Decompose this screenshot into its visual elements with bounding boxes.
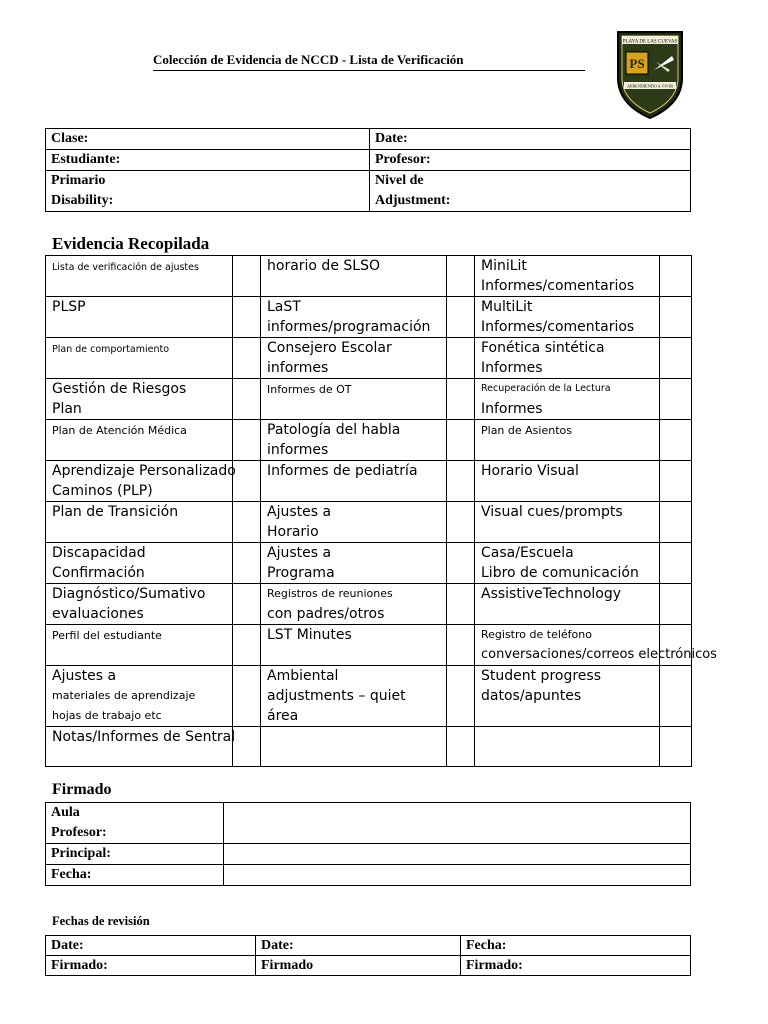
table-row	[46, 543, 692, 584]
evidence-item: Notas/Informes de Sentral	[46, 727, 233, 767]
evidence-item: Consejero Escolar informes	[261, 338, 447, 379]
principal-label: Principal:	[46, 844, 224, 865]
evidence-item: Casa/Escuela Libro de comunicación	[475, 543, 660, 584]
evidence-item: Patología del habla informes	[261, 420, 447, 461]
checkbox-cell[interactable]	[233, 420, 261, 461]
table-row	[46, 502, 692, 543]
checkbox-cell[interactable]	[660, 379, 692, 420]
evidence-item: Recuperación de la Lectura Informes	[475, 379, 660, 420]
evidence-item: Diagnóstico/Sumativo evaluaciones	[46, 584, 233, 625]
class-teacher-label-2: Profesor:	[51, 825, 107, 840]
checkbox-cell[interactable]	[660, 584, 692, 625]
evidence-item: horario de SLSO	[261, 256, 447, 297]
evidence-item: Plan de comportamiento	[46, 338, 233, 379]
checkbox-cell[interactable]	[447, 338, 475, 379]
evidence-item: Lista de verificación de ajustes	[46, 256, 233, 297]
checkbox-cell[interactable]	[660, 256, 692, 297]
empty-cell	[261, 727, 447, 767]
table-row	[46, 256, 692, 297]
evidence-item: MiniLit Informes/comentarios	[475, 256, 660, 297]
evidence-item: MultiLit Informes/comentarios	[475, 297, 660, 338]
evidence-item: Gestión de Riesgos Plan	[46, 379, 233, 420]
evidence-item: Discapacidad Confirmación	[46, 543, 233, 584]
review-signed-field-2[interactable]: Firmado	[256, 956, 461, 976]
primary-disability-label-1: Primario	[51, 173, 106, 188]
checkbox-cell[interactable]	[447, 420, 475, 461]
evidence-item: Informes de OT	[261, 379, 447, 420]
table-row	[46, 666, 692, 727]
logo-top-text: PLAYA DE LAS CUEVAS	[622, 39, 678, 45]
checkbox-cell[interactable]	[447, 379, 475, 420]
document-title: Colección de Evidencia de NCCD - Lista de Verificación	[153, 52, 585, 71]
table-row	[46, 297, 692, 338]
date-field[interactable]: Date:	[370, 129, 691, 150]
adjustment-level-label-1: Nivel de	[375, 173, 424, 188]
checkbox-cell[interactable]	[660, 461, 692, 502]
review-date-field-1[interactable]: Date:	[46, 936, 256, 956]
evidence-item: Perfil del estudiante	[46, 625, 233, 666]
table-row	[46, 461, 692, 502]
student-info-table	[45, 128, 691, 212]
review-date-field-2[interactable]: Date:	[256, 936, 461, 956]
evidence-item: PLSP	[46, 297, 233, 338]
checkbox-cell[interactable]	[233, 543, 261, 584]
checkbox-cell[interactable]	[660, 502, 692, 543]
evidence-item: Aprendizaje Personalizado Caminos (PLP)	[46, 461, 233, 502]
checkbox-cell[interactable]	[447, 256, 475, 297]
table-row	[46, 379, 692, 420]
checkbox-cell[interactable]	[660, 338, 692, 379]
checkbox-cell[interactable]	[660, 297, 692, 338]
signature-date-field[interactable]	[224, 865, 691, 886]
checkbox-cell[interactable]	[233, 727, 261, 767]
empty-cell	[475, 727, 660, 767]
signed-section-title: Firmado	[52, 781, 112, 798]
evidence-item: Ajustes a Horario	[261, 502, 447, 543]
checkbox-cell[interactable]	[233, 338, 261, 379]
date-label: Fecha:	[46, 865, 224, 886]
evidence-item: Ajustes a Programa	[261, 543, 447, 584]
principal-signature-field[interactable]	[224, 844, 691, 865]
evidence-item: Plan de Asientos	[475, 420, 660, 461]
checkbox-cell[interactable]	[233, 584, 261, 625]
evidence-item: AssistiveTechnology	[475, 584, 660, 625]
logo-motto: APRENDIENDO A VIVIR	[627, 83, 673, 89]
checkbox-cell[interactable]	[233, 461, 261, 502]
primary-disability-label-2: Disability:	[51, 193, 114, 208]
review-date-field-3[interactable]: Fecha:	[461, 936, 691, 956]
teacher-field[interactable]: Profesor:	[370, 150, 691, 171]
checkbox-cell[interactable]	[660, 666, 692, 727]
review-signed-field-3[interactable]: Firmado:	[461, 956, 691, 976]
checkbox-cell[interactable]	[233, 625, 261, 666]
evidence-item: Plan de Atención Médica	[46, 420, 233, 461]
evidence-item: Horario Visual	[475, 461, 660, 502]
checkbox-cell[interactable]	[233, 256, 261, 297]
student-field[interactable]: Estudiante:	[46, 150, 370, 171]
class-teacher-label-1: Aula	[51, 805, 80, 820]
checkbox-cell[interactable]	[660, 420, 692, 461]
table-row	[46, 625, 692, 666]
logo-initials: PS	[629, 56, 645, 71]
review-dates-table	[45, 935, 691, 976]
evidence-item: Plan de Transición	[46, 502, 233, 543]
evidence-item: LaST informes/programación	[261, 297, 447, 338]
checkbox-cell[interactable]	[447, 727, 475, 767]
checkbox-cell[interactable]	[233, 502, 261, 543]
checkbox-cell[interactable]	[447, 584, 475, 625]
checkbox-cell[interactable]	[447, 297, 475, 338]
evidence-item: Ajustes a materiales de aprendizaje hojas de trabajo etc	[46, 666, 233, 727]
table-row	[46, 338, 692, 379]
adjustment-level-field[interactable]	[370, 171, 691, 212]
evidence-item: Registro de teléfono conversaciones/correos electrónicos	[475, 625, 660, 666]
signatures-table	[45, 802, 691, 886]
checkbox-cell[interactable]	[447, 461, 475, 502]
class-field[interactable]: Clase:	[46, 129, 370, 150]
checkbox-cell[interactable]	[660, 727, 692, 767]
evidence-item: Informes de pediatría	[261, 461, 447, 502]
evidence-item: LST Minutes	[261, 625, 447, 666]
class-teacher-signature-field[interactable]	[224, 803, 691, 844]
evidence-item: Fonética sintética Informes	[475, 338, 660, 379]
checkbox-cell[interactable]	[447, 543, 475, 584]
checkbox-cell[interactable]	[447, 625, 475, 666]
checkbox-cell[interactable]	[233, 297, 261, 338]
checkbox-cell[interactable]	[233, 666, 261, 727]
checkbox-cell[interactable]	[233, 379, 261, 420]
school-crest-logo	[612, 26, 688, 120]
review-signed-field-1[interactable]: Firmado:	[46, 956, 256, 976]
table-row	[46, 727, 692, 767]
evidence-item: Ambiental adjustments – quiet área	[261, 666, 447, 727]
evidence-item: Visual cues/prompts	[475, 502, 660, 543]
review-dates-title: Fechas de revisión	[52, 914, 150, 928]
evidence-checklist-table	[45, 255, 717, 767]
evidence-item: Student progress datos/apuntes	[475, 666, 660, 727]
table-row	[46, 420, 692, 461]
table-row	[46, 584, 692, 625]
evidence-item: Registros de reuniones con padres/otros	[261, 584, 447, 625]
checkbox-cell[interactable]	[660, 543, 692, 584]
primary-disability-field[interactable]	[46, 171, 370, 212]
checkbox-cell[interactable]	[447, 502, 475, 543]
class-teacher-label	[46, 803, 224, 844]
checkbox-cell[interactable]	[447, 666, 475, 727]
evidence-section-title: Evidencia Recopilada	[52, 234, 210, 253]
adjustment-level-label-2: Adjustment:	[375, 193, 451, 208]
